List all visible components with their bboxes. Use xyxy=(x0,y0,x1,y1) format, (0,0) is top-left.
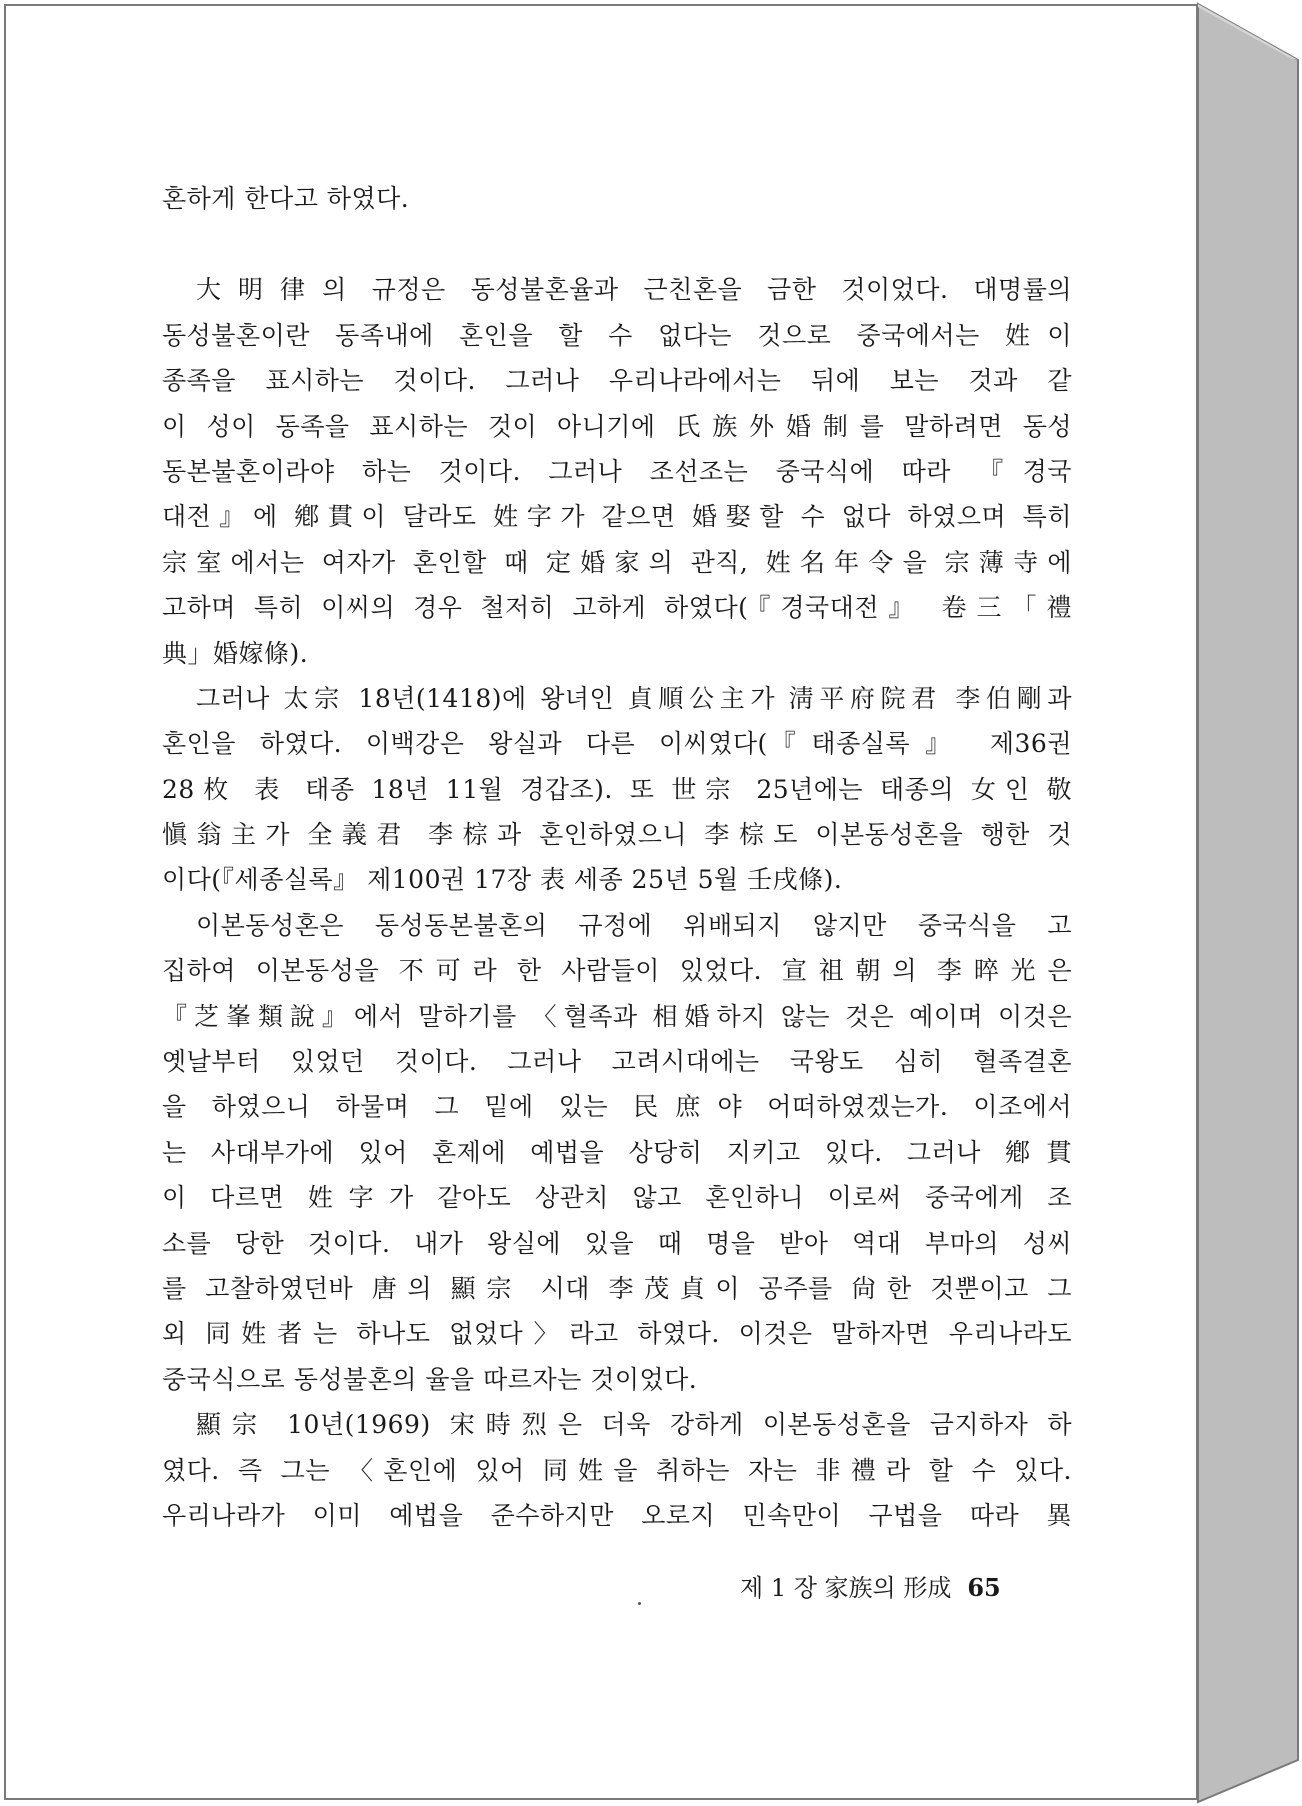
text-line: 중국식으로 동성불혼의 율을 따르자는 것이었다. xyxy=(162,1364,698,1394)
text-line: 대전』에 鄕貫이 달라도 姓字가 같으면 婚娶할 수 없다 하였으며 특히 xyxy=(162,502,1072,532)
text-line: 大明律의 규정은 동성불혼율과 근친혼을 금한 것이었다. 대명률의 xyxy=(196,275,1072,305)
text-line: 혼하게 한다고 하였다. xyxy=(162,184,410,213)
text-line: 이본동성혼은 동성동본불혼의 규정에 위배되지 않지만 중국식을 고 xyxy=(196,910,1072,940)
text-line: 이 성이 동족을 표시하는 것이 아니기에 氏族外婚制를 말하려면 동성 xyxy=(162,411,1072,441)
text-line: 典」婚嫁條). xyxy=(162,638,309,668)
text-line: 를 고찰하였던바 唐의 顯宗 시대 李茂貞이 공주를 尙한 것뿐이고 그 xyxy=(162,1273,1072,1303)
text-line: 동성불혼이란 동족내에 혼인을 할 수 없다는 것으로 중국에서는 姓이 xyxy=(162,320,1072,350)
text-line: 고하며 특히 이씨의 경우 철저히 고하게 하였다(『경국대전』 卷三「禮 xyxy=(162,593,1072,623)
text-line: 顯宗 10년(1969) 宋時烈은 더욱 강하게 이본동성혼을 금지하자 하 xyxy=(196,1410,1072,1440)
paragraph-gap xyxy=(162,221,1072,267)
text-line: 혼인을 하였다. 이백강은 왕실과 다른 이씨였다(『태종실록』 제36권 xyxy=(162,729,1072,759)
text-line: 소를 당한 것이다. 내가 왕실에 있을 때 명을 받아 역대 부마의 성씨 xyxy=(162,1228,1072,1258)
text-line: 28枚 表 태종 18년 11월 경갑조). 또 世宗 25년에는 태종의 女인 敬 xyxy=(162,774,1072,804)
text-line: 愼翁主가 全義君 李棕과 혼인하였으니 李棕도 이본동성혼을 행한 것 xyxy=(162,820,1072,850)
text-line: 이다(『세종실록』 제100권 17장 表 세종 25년 5월 壬戌條). xyxy=(162,865,843,895)
page-footer xyxy=(740,1568,1001,1603)
text-line: 우리나라가 이미 예법을 준수하지만 오로지 민속만이 구법을 따라 異 xyxy=(162,1500,1072,1530)
chapter-title: 제 1 장 家族의 形成 xyxy=(740,1574,952,1602)
text-line: 였다. 즉 그는 〈혼인에 있어 同姓을 취하는 자는 非禮라 할 수 있다. xyxy=(162,1455,1072,1485)
text-line: 『芝峯類說』에서 말하기를 〈혈족과 相婚하지 않는 것은 예이며 이것은 xyxy=(162,1001,1072,1031)
page-body-text xyxy=(162,176,1072,1538)
scan-speck xyxy=(638,1602,641,1605)
text-line: 외 同姓者는 하나도 없었다〉라고 하였다. 이것은 말하자면 우리나라도 xyxy=(162,1319,1072,1349)
page-number: 65 xyxy=(967,1573,1001,1602)
text-line: 옛날부터 있었던 것이다. 그러나 고려시대에는 국왕도 심히 혈족결혼 xyxy=(162,1047,1072,1077)
text-line: 는 사대부가에 있어 혼제에 예법을 상당히 지키고 있다. 그러나 鄕貫 xyxy=(162,1137,1072,1167)
text-line: 그러나 太宗 18년(1418)에 왕녀인 貞順公主가 淸平府院君 李伯剛과 xyxy=(196,683,1072,713)
text-line: 집하여 이본동성을 不可라 한 사람들이 있었다. 宣祖朝의 李晬光은 xyxy=(162,956,1072,986)
text-line: 이 다르면 姓字가 같아도 상관치 않고 혼인하니 이로써 중국에게 조 xyxy=(162,1183,1072,1213)
text-line: 종족을 표시하는 것이다. 그러나 우리나라에서는 뒤에 보는 것과 같 xyxy=(162,366,1072,396)
text-line: 宗室에서는 여자가 혼인할 때 定婚家의 관직, 姓名年令을 宗薄寺에 xyxy=(162,547,1072,577)
text-line: 을 하였으니 하물며 그 밑에 있는 民庶야 어떠하였겠는가. 이조에서 xyxy=(162,1092,1072,1122)
text-line: 동본불혼이라야 하는 것이다. 그러나 조선조는 중국식에 따라 『경국 xyxy=(162,456,1072,486)
